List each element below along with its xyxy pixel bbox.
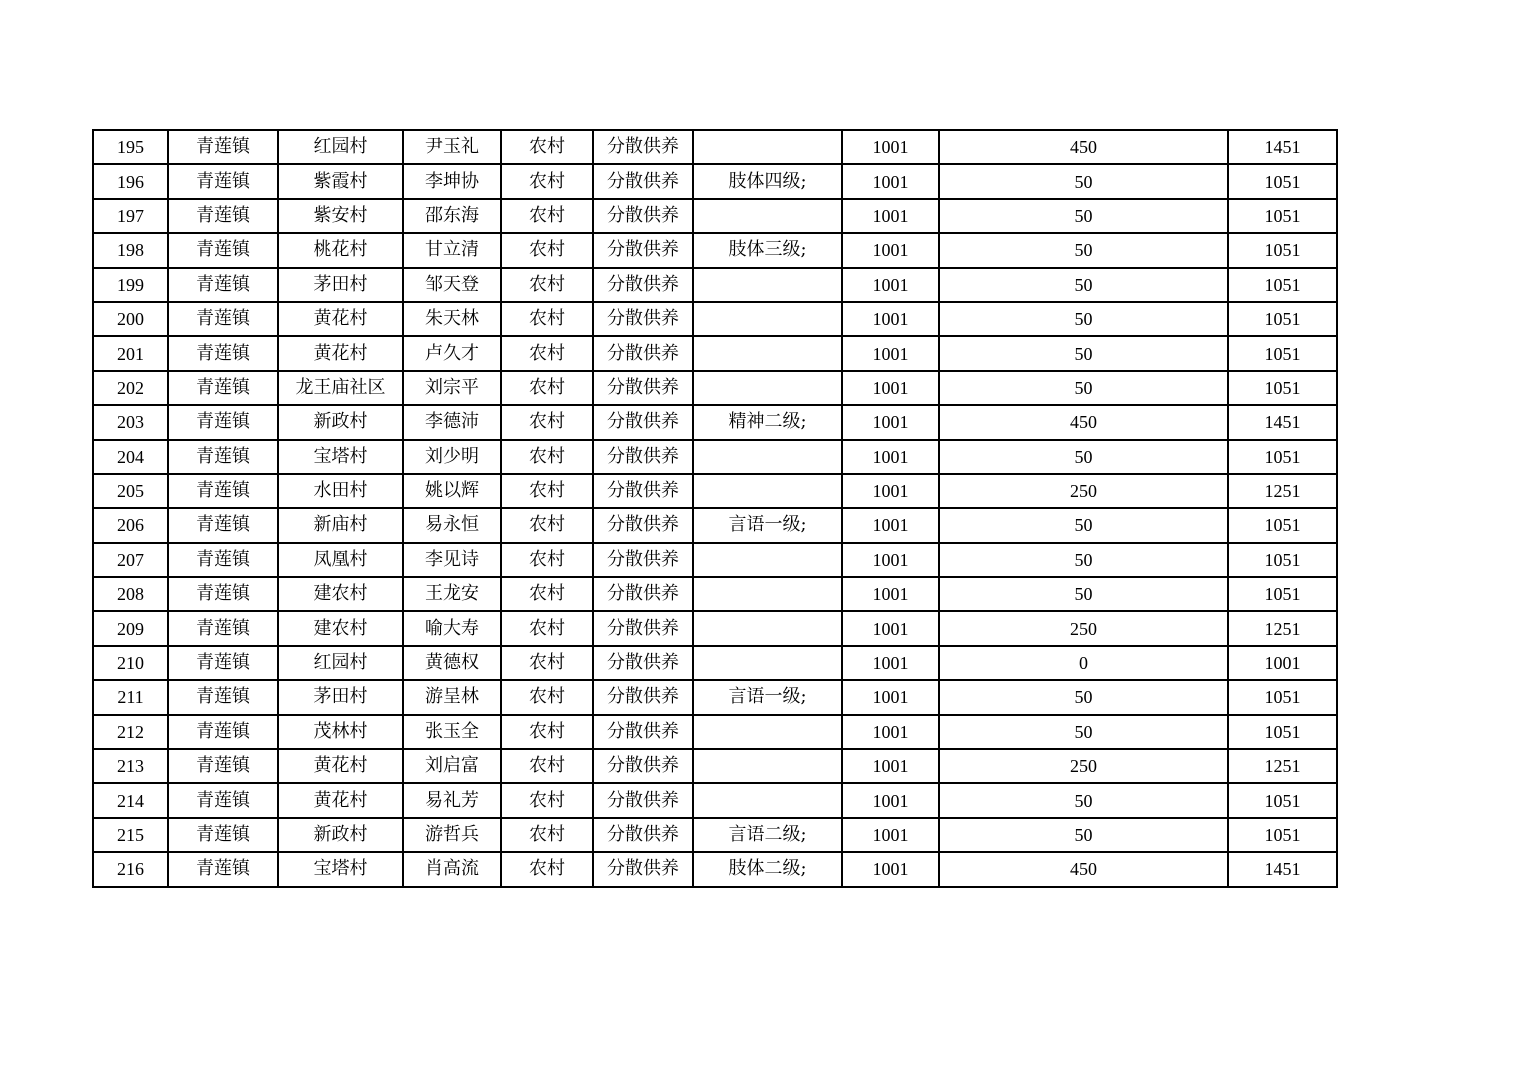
cell-town: 青莲镇 (168, 611, 278, 645)
cell-name: 王龙安 (403, 577, 501, 611)
cell-area-type: 农村 (501, 130, 593, 164)
cell-name: 邹天登 (403, 268, 501, 302)
cell-village: 龙王庙社区 (278, 371, 403, 405)
cell-serial-number: 196 (93, 164, 168, 198)
cell-town: 青莲镇 (168, 474, 278, 508)
cell-extra-amount: 50 (939, 715, 1228, 749)
cell-area-type: 农村 (501, 233, 593, 267)
cell-serial-number: 210 (93, 646, 168, 680)
cell-base-amount: 1001 (842, 164, 939, 198)
cell-support-type: 分散供养 (593, 474, 693, 508)
cell-area-type: 农村 (501, 371, 593, 405)
cell-area-type: 农村 (501, 336, 593, 370)
table-row (93, 543, 1337, 577)
cell-support-type: 分散供养 (593, 336, 693, 370)
cell-support-type: 分散供养 (593, 749, 693, 783)
cell-name: 肖高流 (403, 852, 501, 886)
cell-area-type: 农村 (501, 268, 593, 302)
cell-village: 桃花村 (278, 233, 403, 267)
cell-town: 青莲镇 (168, 405, 278, 439)
cell-village: 紫安村 (278, 199, 403, 233)
table-row (93, 715, 1337, 749)
cell-disability-level (693, 199, 842, 233)
cell-disability-level (693, 783, 842, 817)
cell-name: 刘少明 (403, 440, 501, 474)
cell-base-amount: 1001 (842, 268, 939, 302)
cell-area-type: 农村 (501, 680, 593, 714)
cell-support-type: 分散供养 (593, 164, 693, 198)
cell-extra-amount: 450 (939, 852, 1228, 886)
cell-base-amount: 1001 (842, 611, 939, 645)
cell-village: 黄花村 (278, 302, 403, 336)
cell-base-amount: 1001 (842, 233, 939, 267)
table-row (93, 783, 1337, 817)
cell-base-amount: 1001 (842, 543, 939, 577)
cell-serial-number: 195 (93, 130, 168, 164)
cell-area-type: 农村 (501, 852, 593, 886)
cell-serial-number: 208 (93, 577, 168, 611)
table-row (93, 440, 1337, 474)
cell-total-amount: 1051 (1228, 440, 1337, 474)
cell-support-type: 分散供养 (593, 233, 693, 267)
cell-serial-number: 198 (93, 233, 168, 267)
cell-village: 宝塔村 (278, 440, 403, 474)
cell-extra-amount: 0 (939, 646, 1228, 680)
cell-total-amount: 1051 (1228, 680, 1337, 714)
cell-village: 新庙村 (278, 508, 403, 542)
cell-disability-level (693, 543, 842, 577)
cell-area-type: 农村 (501, 543, 593, 577)
cell-extra-amount: 50 (939, 818, 1228, 852)
cell-support-type: 分散供养 (593, 818, 693, 852)
cell-disability-level (693, 474, 842, 508)
cell-disability-level (693, 440, 842, 474)
cell-town: 青莲镇 (168, 164, 278, 198)
cell-serial-number: 201 (93, 336, 168, 370)
cell-name: 姚以辉 (403, 474, 501, 508)
cell-base-amount: 1001 (842, 199, 939, 233)
cell-village: 黄花村 (278, 336, 403, 370)
cell-extra-amount: 50 (939, 164, 1228, 198)
cell-village: 茂林村 (278, 715, 403, 749)
cell-area-type: 农村 (501, 611, 593, 645)
cell-town: 青莲镇 (168, 543, 278, 577)
cell-extra-amount: 50 (939, 577, 1228, 611)
table-row (93, 646, 1337, 680)
cell-village: 黄花村 (278, 783, 403, 817)
cell-town: 青莲镇 (168, 852, 278, 886)
table-row (93, 130, 1337, 164)
table-row (93, 474, 1337, 508)
cell-extra-amount: 50 (939, 680, 1228, 714)
cell-disability-level: 言语二级; (693, 818, 842, 852)
cell-base-amount: 1001 (842, 749, 939, 783)
cell-disability-level: 肢体三级; (693, 233, 842, 267)
cell-serial-number: 209 (93, 611, 168, 645)
table-row (93, 680, 1337, 714)
cell-extra-amount: 50 (939, 440, 1228, 474)
table-row (93, 852, 1337, 886)
cell-extra-amount: 50 (939, 508, 1228, 542)
cell-support-type: 分散供养 (593, 508, 693, 542)
cell-name: 朱天林 (403, 302, 501, 336)
cell-village: 紫霞村 (278, 164, 403, 198)
cell-village: 凤凰村 (278, 543, 403, 577)
cell-area-type: 农村 (501, 508, 593, 542)
cell-area-type: 农村 (501, 302, 593, 336)
cell-name: 喻大寿 (403, 611, 501, 645)
cell-support-type: 分散供养 (593, 680, 693, 714)
cell-town: 青莲镇 (168, 130, 278, 164)
cell-extra-amount: 50 (939, 233, 1228, 267)
cell-extra-amount: 50 (939, 336, 1228, 370)
cell-town: 青莲镇 (168, 508, 278, 542)
cell-village: 红园村 (278, 130, 403, 164)
cell-area-type: 农村 (501, 749, 593, 783)
cell-disability-level (693, 371, 842, 405)
cell-support-type: 分散供养 (593, 268, 693, 302)
cell-support-type: 分散供养 (593, 783, 693, 817)
cell-base-amount: 1001 (842, 715, 939, 749)
cell-name: 张玉全 (403, 715, 501, 749)
cell-serial-number: 205 (93, 474, 168, 508)
cell-base-amount: 1001 (842, 783, 939, 817)
cell-total-amount: 1051 (1228, 199, 1337, 233)
cell-support-type: 分散供养 (593, 371, 693, 405)
cell-extra-amount: 250 (939, 749, 1228, 783)
cell-village: 建农村 (278, 611, 403, 645)
cell-serial-number: 206 (93, 508, 168, 542)
cell-total-amount: 1451 (1228, 852, 1337, 886)
cell-base-amount: 1001 (842, 440, 939, 474)
cell-total-amount: 1051 (1228, 818, 1337, 852)
table-row (93, 577, 1337, 611)
cell-extra-amount: 50 (939, 371, 1228, 405)
cell-village: 新政村 (278, 405, 403, 439)
table-row (93, 749, 1337, 783)
cell-town: 青莲镇 (168, 199, 278, 233)
cell-disability-level: 精神二级; (693, 405, 842, 439)
cell-support-type: 分散供养 (593, 130, 693, 164)
cell-base-amount: 1001 (842, 302, 939, 336)
cell-serial-number: 207 (93, 543, 168, 577)
cell-name: 易永恒 (403, 508, 501, 542)
cell-name: 李德沛 (403, 405, 501, 439)
cell-disability-level (693, 646, 842, 680)
cell-support-type: 分散供养 (593, 646, 693, 680)
cell-total-amount: 1051 (1228, 577, 1337, 611)
cell-area-type: 农村 (501, 818, 593, 852)
cell-area-type: 农村 (501, 646, 593, 680)
cell-town: 青莲镇 (168, 440, 278, 474)
cell-village: 新政村 (278, 818, 403, 852)
cell-base-amount: 1001 (842, 130, 939, 164)
cell-base-amount: 1001 (842, 646, 939, 680)
cell-name: 黄德权 (403, 646, 501, 680)
cell-name: 刘宗平 (403, 371, 501, 405)
cell-support-type: 分散供养 (593, 543, 693, 577)
cell-disability-level: 肢体四级; (693, 164, 842, 198)
cell-town: 青莲镇 (168, 680, 278, 714)
table-row (93, 508, 1337, 542)
cell-name: 游哲兵 (403, 818, 501, 852)
cell-disability-level (693, 577, 842, 611)
cell-total-amount: 1051 (1228, 164, 1337, 198)
cell-area-type: 农村 (501, 577, 593, 611)
cell-serial-number: 202 (93, 371, 168, 405)
cell-base-amount: 1001 (842, 405, 939, 439)
cell-town: 青莲镇 (168, 302, 278, 336)
cell-support-type: 分散供养 (593, 199, 693, 233)
cell-total-amount: 1051 (1228, 302, 1337, 336)
cell-support-type: 分散供养 (593, 440, 693, 474)
cell-extra-amount: 50 (939, 783, 1228, 817)
cell-village: 茅田村 (278, 680, 403, 714)
cell-serial-number: 214 (93, 783, 168, 817)
cell-extra-amount: 450 (939, 405, 1228, 439)
cell-support-type: 分散供养 (593, 405, 693, 439)
cell-support-type: 分散供养 (593, 302, 693, 336)
cell-serial-number: 213 (93, 749, 168, 783)
cell-support-type: 分散供养 (593, 852, 693, 886)
cell-serial-number: 216 (93, 852, 168, 886)
cell-total-amount: 1251 (1228, 611, 1337, 645)
table-row (93, 818, 1337, 852)
cell-village: 宝塔村 (278, 852, 403, 886)
data-table (92, 129, 1338, 888)
table-row (93, 164, 1337, 198)
cell-total-amount: 1051 (1228, 268, 1337, 302)
cell-area-type: 农村 (501, 440, 593, 474)
cell-village: 建农村 (278, 577, 403, 611)
cell-support-type: 分散供养 (593, 715, 693, 749)
cell-serial-number: 212 (93, 715, 168, 749)
cell-area-type: 农村 (501, 474, 593, 508)
cell-serial-number: 200 (93, 302, 168, 336)
cell-town: 青莲镇 (168, 818, 278, 852)
cell-town: 青莲镇 (168, 646, 278, 680)
cell-serial-number: 197 (93, 199, 168, 233)
cell-disability-level (693, 749, 842, 783)
cell-town: 青莲镇 (168, 233, 278, 267)
cell-town: 青莲镇 (168, 715, 278, 749)
cell-total-amount: 1051 (1228, 783, 1337, 817)
table-row (93, 336, 1337, 370)
cell-area-type: 农村 (501, 405, 593, 439)
cell-support-type: 分散供养 (593, 577, 693, 611)
cell-support-type: 分散供养 (593, 611, 693, 645)
cell-total-amount: 1051 (1228, 233, 1337, 267)
cell-area-type: 农村 (501, 199, 593, 233)
cell-extra-amount: 250 (939, 474, 1228, 508)
cell-base-amount: 1001 (842, 680, 939, 714)
cell-extra-amount: 50 (939, 268, 1228, 302)
cell-total-amount: 1251 (1228, 749, 1337, 783)
cell-serial-number: 215 (93, 818, 168, 852)
cell-serial-number: 199 (93, 268, 168, 302)
cell-serial-number: 203 (93, 405, 168, 439)
cell-total-amount: 1251 (1228, 474, 1337, 508)
cell-name: 邵东海 (403, 199, 501, 233)
cell-town: 青莲镇 (168, 783, 278, 817)
cell-serial-number: 211 (93, 680, 168, 714)
cell-town: 青莲镇 (168, 749, 278, 783)
cell-area-type: 农村 (501, 715, 593, 749)
cell-total-amount: 1051 (1228, 508, 1337, 542)
cell-name: 甘立清 (403, 233, 501, 267)
cell-extra-amount: 50 (939, 302, 1228, 336)
table-row (93, 233, 1337, 267)
cell-name: 易礼芳 (403, 783, 501, 817)
cell-disability-level (693, 302, 842, 336)
cell-village: 水田村 (278, 474, 403, 508)
cell-base-amount: 1001 (842, 371, 939, 405)
cell-name: 卢久才 (403, 336, 501, 370)
cell-base-amount: 1001 (842, 577, 939, 611)
cell-total-amount: 1051 (1228, 543, 1337, 577)
cell-serial-number: 204 (93, 440, 168, 474)
table-row (93, 611, 1337, 645)
cell-name: 刘启富 (403, 749, 501, 783)
cell-town: 青莲镇 (168, 371, 278, 405)
cell-name: 李见诗 (403, 543, 501, 577)
cell-name: 李坤协 (403, 164, 501, 198)
cell-disability-level: 肢体二级; (693, 852, 842, 886)
cell-base-amount: 1001 (842, 818, 939, 852)
cell-total-amount: 1051 (1228, 715, 1337, 749)
cell-village: 茅田村 (278, 268, 403, 302)
table-row (93, 268, 1337, 302)
cell-disability-level: 言语一级; (693, 680, 842, 714)
cell-base-amount: 1001 (842, 336, 939, 370)
table-row (93, 302, 1337, 336)
cell-extra-amount: 450 (939, 130, 1228, 164)
cell-total-amount: 1051 (1228, 371, 1337, 405)
cell-total-amount: 1451 (1228, 405, 1337, 439)
cell-extra-amount: 50 (939, 199, 1228, 233)
cell-disability-level (693, 715, 842, 749)
table-row (93, 199, 1337, 233)
cell-name: 游呈林 (403, 680, 501, 714)
cell-disability-level (693, 130, 842, 164)
cell-total-amount: 1001 (1228, 646, 1337, 680)
cell-village: 黄花村 (278, 749, 403, 783)
cell-disability-level (693, 336, 842, 370)
cell-area-type: 农村 (501, 164, 593, 198)
table-row (93, 405, 1337, 439)
cell-town: 青莲镇 (168, 268, 278, 302)
cell-town: 青莲镇 (168, 336, 278, 370)
cell-disability-level (693, 268, 842, 302)
cell-base-amount: 1001 (842, 474, 939, 508)
cell-town: 青莲镇 (168, 577, 278, 611)
table-body (93, 130, 1337, 887)
cell-base-amount: 1001 (842, 852, 939, 886)
cell-name: 尹玉礼 (403, 130, 501, 164)
cell-disability-level: 言语一级; (693, 508, 842, 542)
cell-village: 红园村 (278, 646, 403, 680)
cell-extra-amount: 50 (939, 543, 1228, 577)
cell-area-type: 农村 (501, 783, 593, 817)
cell-disability-level (693, 611, 842, 645)
cell-total-amount: 1451 (1228, 130, 1337, 164)
cell-total-amount: 1051 (1228, 336, 1337, 370)
cell-extra-amount: 250 (939, 611, 1228, 645)
cell-base-amount: 1001 (842, 508, 939, 542)
table-row (93, 371, 1337, 405)
